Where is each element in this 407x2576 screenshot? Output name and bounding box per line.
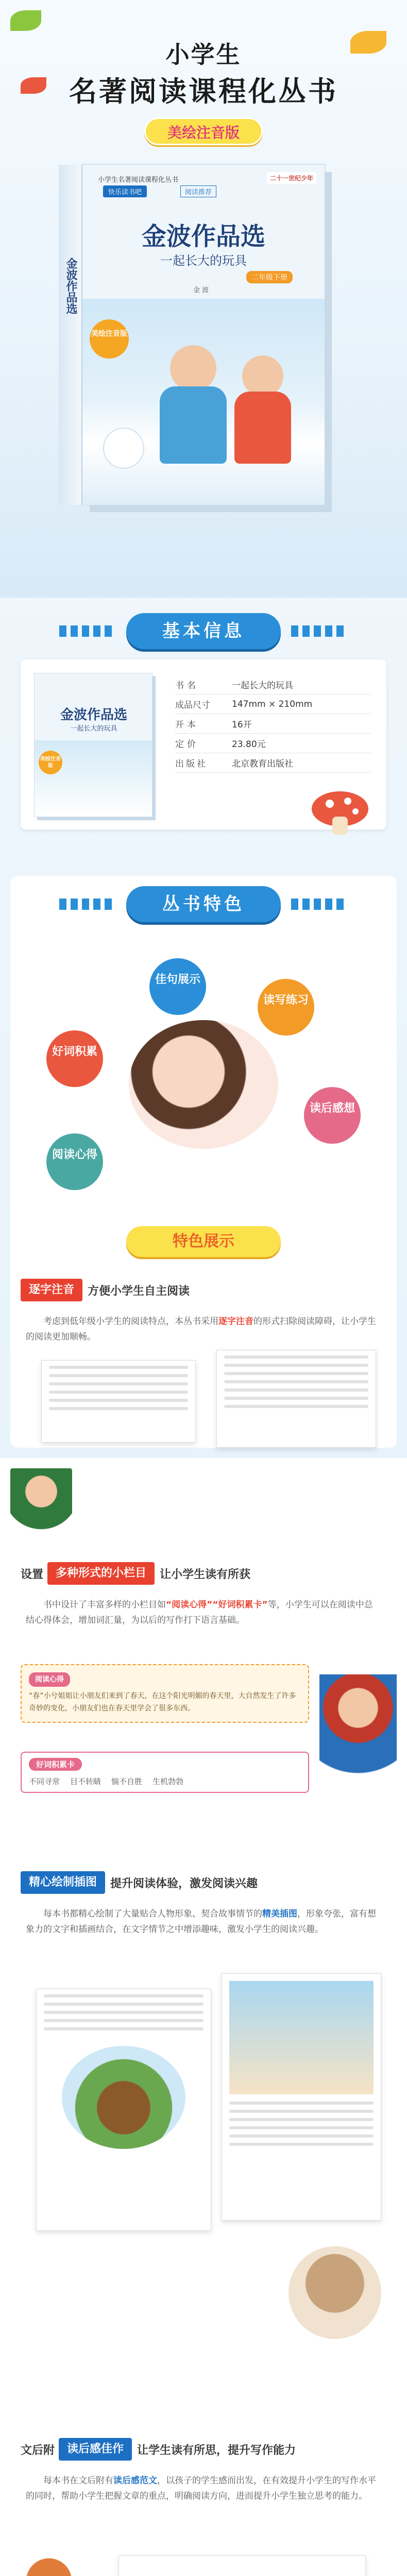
series-label: 小学生名著阅读课程化丛书 — [98, 176, 179, 184]
hero-section — [0, 0, 407, 598]
hero-title-line2: 名著阅读课程化丛书 — [69, 75, 338, 108]
info-row — [175, 734, 371, 753]
word-item: 惴不自胜 — [111, 1777, 143, 1786]
info-row — [175, 714, 371, 734]
book-thumbnail — [34, 673, 152, 817]
text: ，形象夸张，富有想象力的文字和插画结合，在文字情节之中增添趣味，激发小学生的阅读兴趣。 — [26, 1909, 376, 1935]
feature-row — [21, 1561, 250, 1586]
text: 的形式扫除阅读障碍，让小学生的阅读更加顺畅。 — [26, 1316, 376, 1342]
info-key: 成品尺寸 — [175, 700, 210, 710]
feature-tag-text: 让小学生读有所获 — [160, 1568, 251, 1581]
feature-tag-text: 提升阅读体验，激发阅读兴趣 — [110, 1877, 258, 1890]
thumb-title: 金波作品选 — [60, 707, 127, 723]
feature-tag-text: 设置 — [21, 1568, 44, 1581]
grade-badge: 二年级下册 — [246, 271, 293, 283]
page-sample — [41, 1360, 196, 1443]
feature-tag: 逐字注音 — [21, 1279, 82, 1301]
info-key: 开本 — [175, 720, 199, 730]
book-cover — [64, 165, 325, 505]
reading-notes-box — [21, 1664, 309, 1723]
book-subtitle: 一起长大的玩具 — [160, 253, 247, 268]
thumb-subtitle: 一起长大的玩具 — [70, 725, 117, 733]
info-row — [175, 753, 371, 773]
feature-section-essays — [0, 2432, 407, 2576]
kid-illustration — [170, 345, 216, 392]
feature-description — [26, 1597, 381, 1628]
reading-notes-body: “春”小兮姐姐让小朋友们来到了春天，在这个阳光明媚的春天里，大自然发生了许多奇妙的变化，小朋友们也在春天里学会了很多东西。 — [29, 1692, 296, 1713]
edition-badge: 美绘注音版 — [144, 117, 263, 145]
nest-illustration — [62, 2046, 185, 2149]
word-card-heading: 好词积累卡 — [29, 1758, 82, 1771]
feature-bubble: 读写练习 — [258, 979, 314, 1036]
feature-row — [21, 2437, 296, 2462]
feature-description — [26, 1314, 381, 1345]
feature-bubble: 阅读心得 — [46, 1133, 103, 1190]
reading-notes-heading: 阅读心得 — [29, 1672, 70, 1687]
section-heading: 丛书特色 — [126, 886, 281, 922]
page-sample — [216, 1350, 376, 1448]
feature-tag-text: 文后附 — [21, 2444, 55, 2457]
subsection-heading: 特色展示 — [126, 1226, 281, 1257]
spine-title: 金波作品选 — [64, 258, 77, 314]
info-key: 定价 — [175, 739, 199, 750]
leaf-decoration — [10, 10, 41, 31]
text: 考虑到低年级小学生的阅读特点，本丛书采用 — [43, 1316, 218, 1327]
features-section — [0, 866, 407, 1458]
text: 等，小学生可以在阅读中总结心得体会，增加词汇量，为以后的写作打下语言基础。 — [26, 1600, 373, 1625]
info-value: 16开 — [232, 720, 252, 730]
info-value: 147mm × 210mm — [232, 699, 313, 709]
page-sample — [222, 1973, 381, 2221]
text: 每本书在文后附有 — [43, 2476, 113, 2486]
highlight: 读后感范文 — [113, 2476, 157, 2486]
fox-illustration — [15, 2545, 82, 2576]
kids-reading-photo — [129, 1020, 278, 1149]
publisher-logo: 二十一世纪少年 — [267, 172, 316, 184]
feature-bubble: 佳句展示 — [149, 958, 206, 1015]
highlight: 逐字注音 — [218, 1316, 253, 1327]
word-list — [29, 1776, 301, 1787]
feature-tag-text: 让学生读有所思，提升写作能力 — [137, 2444, 296, 2457]
kid-illustration — [242, 355, 283, 397]
info-row — [175, 694, 371, 714]
cover-tag: 阅读推荐 — [180, 185, 216, 197]
info-table — [175, 675, 371, 773]
kid-body — [234, 392, 291, 464]
highlight: “阅读心得”“好词积累卡” — [166, 1600, 268, 1610]
feature-section-illustrations — [0, 1855, 407, 2432]
feature-bubble: 好词积累 — [46, 1030, 103, 1087]
feature-tag: 精心绘制插图 — [21, 1871, 105, 1894]
dog-illustration — [289, 2246, 381, 2339]
fairy-tale-illustration — [229, 1981, 374, 2094]
book-author: 金 波 — [193, 286, 209, 294]
kid-body — [160, 386, 227, 464]
book-title: 金波作品选 — [141, 222, 265, 251]
info-row — [175, 675, 371, 694]
info-key: 书名 — [175, 681, 199, 691]
feature-description — [26, 1906, 381, 1937]
cover-tag: 快乐读书吧 — [103, 185, 147, 197]
mushroom-decoration — [309, 788, 371, 835]
thumb-corner-badge: 美绘注音版 — [39, 751, 62, 774]
feature-tag: 读后感佳作 — [59, 2438, 132, 2461]
text: ，以孩子的学生感而出发，在有效提升小学生的写作水平的同时，帮助小学生把握文章的重点，明确阅读方向，进而提升小学生独立思考的能力。 — [26, 2476, 376, 2501]
word-item: 生机勃勃 — [152, 1777, 184, 1786]
feature-section-columns — [0, 1458, 407, 1855]
dwarf-illustration — [319, 1674, 397, 1808]
feature-row — [21, 1278, 190, 1302]
section-heading: 基本信息 — [126, 613, 281, 649]
info-key: 出版社 — [175, 759, 208, 769]
highlight: 精美插图 — [262, 1909, 297, 1919]
book-spine — [59, 165, 82, 505]
hero-title-line1: 小学生 — [165, 41, 242, 69]
feature-description — [26, 2473, 381, 2504]
text: 每本书都精心绘制了大量贴合人物形象、契合故事情节的 — [43, 1909, 262, 1919]
page-sample — [36, 1989, 211, 2231]
edition-corner-badge: 美绘注音版 — [90, 319, 129, 359]
text: 书中设计了丰富多样的小栏目如 — [43, 1600, 166, 1610]
word-item: 目不转睛 — [70, 1777, 101, 1786]
word-card — [21, 1752, 309, 1793]
feature-tag-text: 方便小学生自主阅读 — [88, 1284, 190, 1298]
info-value: 北京教育出版社 — [232, 759, 293, 769]
feature-tag: 多种形式的小栏目 — [47, 1562, 155, 1585]
snowman-illustration — [103, 428, 144, 469]
feature-row — [21, 1870, 258, 1895]
info-value: 一起长大的玩具 — [232, 681, 293, 691]
info-value: 23.80元 — [232, 739, 266, 750]
goblin-illustration — [10, 1468, 72, 1546]
feature-bubble: 读后感想 — [304, 1087, 361, 1144]
basic-info-section — [0, 603, 407, 866]
essay-page-sample — [118, 2555, 366, 2576]
word-item: 不同寻常 — [29, 1777, 60, 1786]
